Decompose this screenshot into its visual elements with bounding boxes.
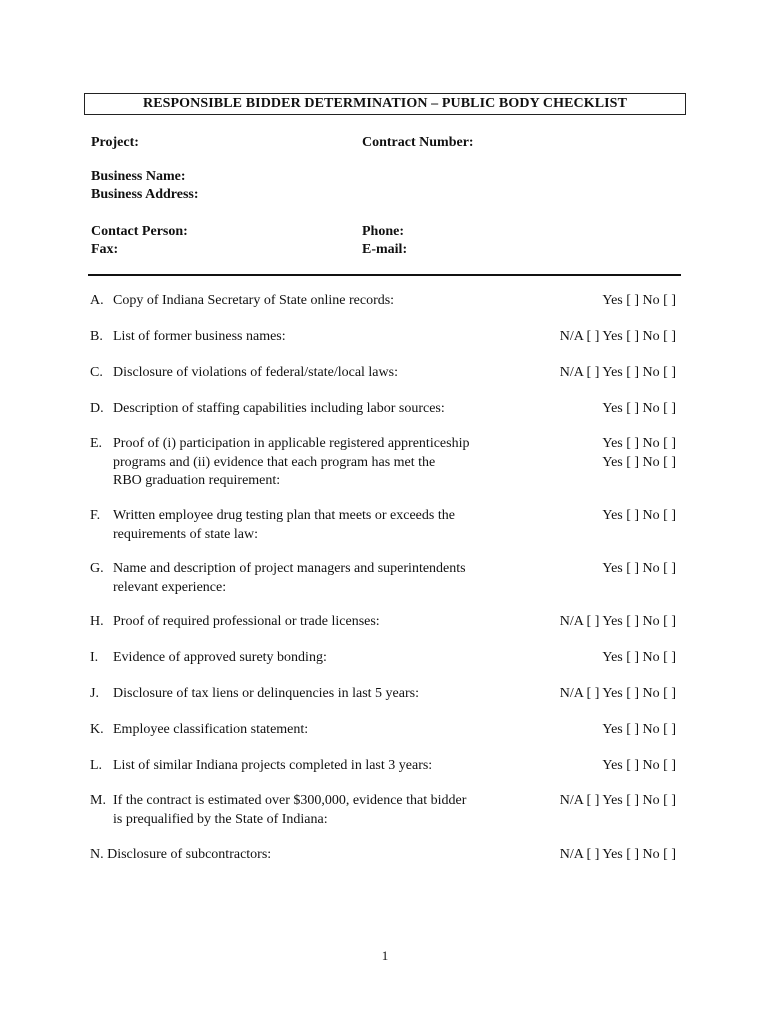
item-text-line: Written employee drug testing plan that meets or exceeds the xyxy=(113,508,455,523)
item-options-line[interactable]: Yes [ ] No [ ] xyxy=(602,436,676,451)
item-letter: H. xyxy=(90,614,104,629)
item-letter: C. xyxy=(90,365,103,380)
page-number: 1 xyxy=(381,948,389,963)
item-options[interactable] xyxy=(602,435,676,472)
fax-label: Fax: xyxy=(91,242,119,257)
item-text: List of former business names: xyxy=(113,329,286,344)
item-text-line: Proof of (i) participation in applicable registered apprenticeship xyxy=(113,436,470,451)
item-letter: I. xyxy=(90,650,99,665)
item-text-line: relevant experience: xyxy=(113,579,227,595)
item-text xyxy=(113,792,513,829)
project-label: Project: xyxy=(91,135,139,150)
item-text-line: Name and description of project managers and superintendents xyxy=(113,561,466,576)
item-text xyxy=(113,560,513,597)
item-text: Proof of required professional or trade licenses: xyxy=(113,614,380,629)
item-text: List of similar Indiana projects completed in last 3 years: xyxy=(113,758,433,773)
item-text: Employee classification statement: xyxy=(113,722,309,737)
item-options[interactable]: Yes [ ] No [ ] xyxy=(602,508,676,523)
item-options[interactable]: N/A [ ] Yes [ ] No [ ] xyxy=(559,686,676,701)
section-divider xyxy=(88,274,681,276)
phone-label: Phone: xyxy=(362,224,404,239)
business-name-label: Business Name: xyxy=(91,169,186,184)
item-letter: M. xyxy=(90,793,106,808)
email-label: E-mail: xyxy=(362,242,408,257)
item-options[interactable]: N/A [ ] Yes [ ] No [ ] xyxy=(559,847,676,862)
item-text-line: programs and (ii) evidence that each program has met the xyxy=(113,454,436,470)
item-text: Evidence of approved surety bonding: xyxy=(113,650,327,665)
item-text: N. Disclosure of subcontractors: xyxy=(90,847,272,862)
item-options[interactable]: Yes [ ] No [ ] xyxy=(602,561,676,576)
item-letter: J. xyxy=(90,686,99,701)
checklist-item-g xyxy=(90,560,680,598)
item-options[interactable]: Yes [ ] No [ ] xyxy=(602,722,676,737)
item-text-line: requirements of state law: xyxy=(113,526,259,542)
item-options[interactable]: N/A [ ] Yes [ ] No [ ] xyxy=(559,329,676,344)
business-address-label: Business Address: xyxy=(91,187,199,202)
item-letter: D. xyxy=(90,401,104,416)
item-options[interactable]: Yes [ ] No [ ] xyxy=(602,758,676,773)
contract-number-label: Contract Number: xyxy=(362,135,474,150)
item-letter: K. xyxy=(90,722,104,737)
item-letter: G. xyxy=(90,561,104,576)
item-options-line[interactable]: Yes [ ] No [ ] xyxy=(602,454,676,470)
item-text: Disclosure of violations of federal/state/local laws: xyxy=(113,365,398,380)
item-text-line: If the contract is estimated over $300,000, evidence that bidder xyxy=(113,793,467,808)
item-letter: F. xyxy=(90,508,101,523)
item-text-line: RBO graduation requirement: xyxy=(113,473,281,488)
item-options[interactable]: Yes [ ] No [ ] xyxy=(602,401,676,416)
item-text: Copy of Indiana Secretary of State online records: xyxy=(113,293,395,308)
checklist-item-m xyxy=(90,792,680,830)
contact-person-label: Contact Person: xyxy=(91,224,188,239)
item-options[interactable]: Yes [ ] No [ ] xyxy=(602,650,676,665)
item-options[interactable]: N/A [ ] Yes [ ] No [ ] xyxy=(559,793,676,808)
item-letter: A. xyxy=(90,293,104,308)
item-text: Description of staffing capabilities including labor sources: xyxy=(113,401,445,416)
item-letter: B. xyxy=(90,329,103,344)
checklist-item-e xyxy=(90,435,680,491)
item-options[interactable]: N/A [ ] Yes [ ] No [ ] xyxy=(559,365,676,380)
item-text: Disclosure of tax liens or delinquencies in last 5 years: xyxy=(113,686,419,701)
item-options[interactable]: N/A [ ] Yes [ ] No [ ] xyxy=(559,614,676,629)
item-letter: L. xyxy=(90,758,103,773)
item-letter: E. xyxy=(90,436,103,451)
checklist-item-f xyxy=(90,507,680,545)
item-text xyxy=(113,507,513,544)
item-options[interactable]: Yes [ ] No [ ] xyxy=(602,293,676,308)
document-title: RESPONSIBLE BIDDER DETERMINATION – PUBLIC BODY CHECKLIST xyxy=(84,93,686,115)
item-text xyxy=(113,435,513,491)
item-text-line: is prequalified by the State of Indiana: xyxy=(113,811,328,827)
